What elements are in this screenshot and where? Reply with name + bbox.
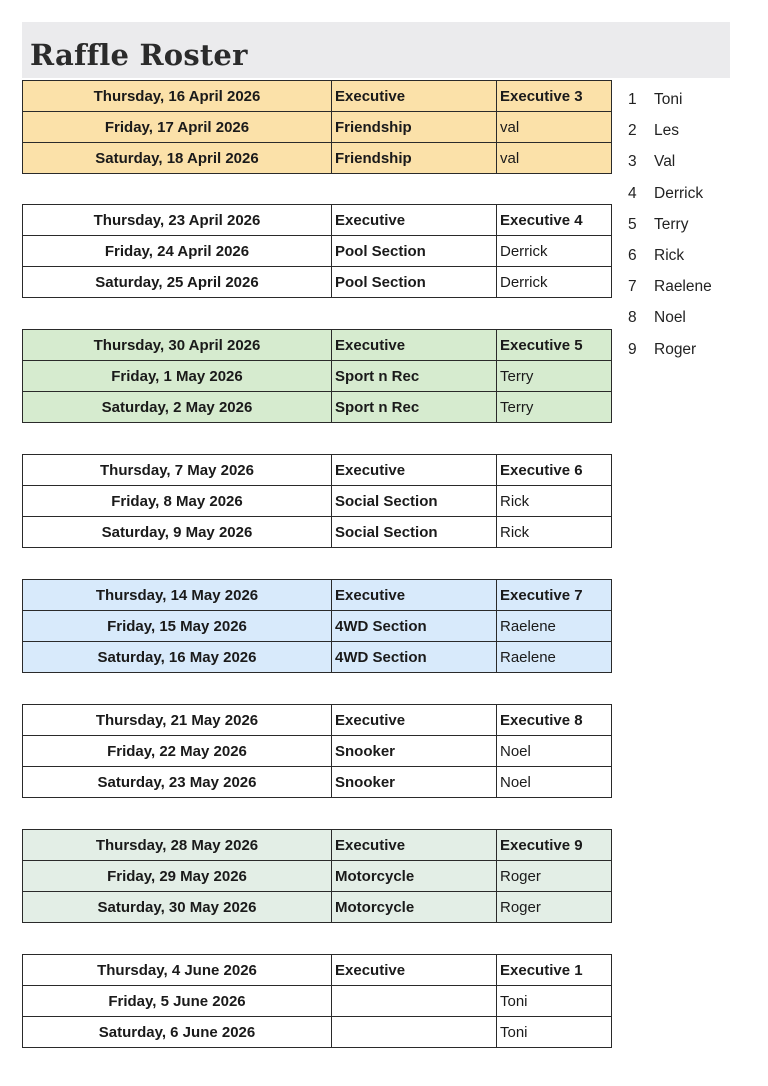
person-cell: Executive 5 — [497, 330, 612, 361]
roster-block — [22, 579, 612, 673]
executive-name: Noel — [654, 309, 686, 327]
list-item — [628, 271, 712, 302]
section-cell: Pool Section — [332, 267, 497, 298]
person-cell: Executive 8 — [497, 705, 612, 736]
section-cell: Friendship — [332, 112, 497, 143]
person-cell: Executive 3 — [497, 81, 612, 112]
person-cell: Executive 6 — [497, 455, 612, 486]
person-cell: Toni — [497, 986, 612, 1017]
executive-number: 7 — [628, 278, 637, 296]
person-cell: Terry — [497, 392, 612, 423]
list-item — [628, 84, 712, 115]
person-cell: Roger — [497, 892, 612, 923]
person-cell: Executive 9 — [497, 830, 612, 861]
table-row — [23, 205, 612, 236]
section-cell: Executive — [332, 205, 497, 236]
executive-name: Roger — [654, 340, 697, 358]
list-item — [628, 146, 712, 177]
roster-block — [22, 329, 612, 423]
executive-name: Raelene — [654, 278, 712, 296]
date-cell: Friday, 22 May 2026 — [23, 736, 332, 767]
date-cell: Saturday, 6 June 2026 — [23, 1017, 332, 1048]
section-cell: Social Section — [332, 517, 497, 548]
person-cell: Roger — [497, 861, 612, 892]
date-cell: Thursday, 28 May 2026 — [23, 830, 332, 861]
table-row — [23, 611, 612, 642]
executive-list — [628, 84, 712, 365]
table-row — [23, 892, 612, 923]
executive-name: Derrick — [654, 184, 704, 202]
table-row — [23, 517, 612, 548]
section-cell: 4WD Section — [332, 611, 497, 642]
person-cell: val — [497, 112, 612, 143]
section-cell: 4WD Section — [332, 642, 497, 673]
person-cell: Rick — [497, 486, 612, 517]
date-cell: Friday, 24 April 2026 — [23, 236, 332, 267]
section-cell: Motorcycle — [332, 861, 497, 892]
executive-number: 9 — [628, 340, 637, 358]
table-row — [23, 455, 612, 486]
table-row — [23, 580, 612, 611]
roster-block — [22, 454, 612, 548]
person-cell: val — [497, 143, 612, 174]
section-cell: Executive — [332, 455, 497, 486]
table-row — [23, 986, 612, 1017]
executive-name: Les — [654, 122, 679, 140]
date-cell: Thursday, 30 April 2026 — [23, 330, 332, 361]
section-cell: Executive — [332, 955, 497, 986]
section-cell: Friendship — [332, 143, 497, 174]
person-cell: Rick — [497, 517, 612, 548]
table-row — [23, 392, 612, 423]
executive-name: Toni — [654, 91, 683, 108]
person-cell: Executive 4 — [497, 205, 612, 236]
date-cell: Friday, 29 May 2026 — [23, 861, 332, 892]
date-cell: Saturday, 2 May 2026 — [23, 392, 332, 423]
table-row — [23, 81, 612, 112]
section-cell: Executive — [332, 580, 497, 611]
list-item — [628, 178, 712, 209]
table-row — [23, 361, 612, 392]
person-cell: Terry — [497, 361, 612, 392]
date-cell: Friday, 8 May 2026 — [23, 486, 332, 517]
section-cell: Executive — [332, 830, 497, 861]
date-cell: Friday, 1 May 2026 — [23, 361, 332, 392]
list-item — [628, 115, 712, 146]
date-cell: Thursday, 16 April 2026 — [23, 81, 332, 112]
section-cell: Pool Section — [332, 236, 497, 267]
executive-number: 2 — [628, 122, 637, 140]
list-item — [628, 209, 712, 240]
date-cell: Saturday, 25 April 2026 — [23, 267, 332, 298]
section-cell — [332, 986, 497, 1017]
person-cell: Executive 1 — [497, 955, 612, 986]
table-row — [23, 955, 612, 986]
executive-name: Val — [654, 153, 676, 171]
section-cell: Motorcycle — [332, 892, 497, 923]
executive-number: 5 — [628, 215, 637, 233]
section-cell — [332, 1017, 497, 1048]
table-row — [23, 705, 612, 736]
table-row — [23, 1017, 612, 1048]
executive-name: Rick — [654, 246, 685, 264]
person-cell: Raelene — [497, 642, 612, 673]
list-item — [628, 240, 712, 271]
date-cell: Thursday, 21 May 2026 — [23, 705, 332, 736]
table-row — [23, 830, 612, 861]
date-cell: Saturday, 16 May 2026 — [23, 642, 332, 673]
table-row — [23, 767, 612, 798]
roster-block — [22, 80, 612, 174]
date-cell: Thursday, 14 May 2026 — [23, 580, 332, 611]
table-row — [23, 330, 612, 361]
roster-block — [22, 954, 612, 1048]
section-cell: Executive — [332, 330, 497, 361]
section-cell: Executive — [332, 81, 497, 112]
table-row — [23, 267, 612, 298]
person-cell: Derrick — [497, 236, 612, 267]
page-title: Raffle Roster — [30, 38, 248, 72]
table-row — [23, 112, 612, 143]
person-cell: Executive 7 — [497, 580, 612, 611]
executive-number: 4 — [628, 184, 637, 202]
executive-number: 3 — [628, 153, 637, 171]
executive-name: Terry — [654, 215, 689, 233]
list-item — [628, 302, 712, 333]
executive-number: 6 — [628, 246, 637, 264]
section-cell: Sport n Rec — [332, 392, 497, 423]
person-cell: Raelene — [497, 611, 612, 642]
section-cell: Sport n Rec — [332, 361, 497, 392]
table-row — [23, 143, 612, 174]
table-row — [23, 736, 612, 767]
executive-number: 1 — [628, 91, 637, 108]
roster-block — [22, 704, 612, 798]
date-cell: Friday, 17 April 2026 — [23, 112, 332, 143]
section-cell: Snooker — [332, 767, 497, 798]
table-row — [23, 642, 612, 673]
section-cell: Executive — [332, 705, 497, 736]
list-item — [628, 334, 712, 365]
date-cell: Friday, 5 June 2026 — [23, 986, 332, 1017]
person-cell: Noel — [497, 767, 612, 798]
executive-number: 8 — [628, 309, 637, 327]
table-row — [23, 236, 612, 267]
table-row — [23, 486, 612, 517]
roster-block — [22, 204, 612, 298]
date-cell: Saturday, 30 May 2026 — [23, 892, 332, 923]
date-cell: Saturday, 18 April 2026 — [23, 143, 332, 174]
table-row — [23, 861, 612, 892]
person-cell: Derrick — [497, 267, 612, 298]
date-cell: Friday, 15 May 2026 — [23, 611, 332, 642]
section-cell: Snooker — [332, 736, 497, 767]
section-cell: Social Section — [332, 486, 497, 517]
date-cell: Thursday, 23 April 2026 — [23, 205, 332, 236]
date-cell: Saturday, 23 May 2026 — [23, 767, 332, 798]
roster-block — [22, 829, 612, 923]
date-cell: Thursday, 4 June 2026 — [23, 955, 332, 986]
date-cell: Thursday, 7 May 2026 — [23, 455, 332, 486]
person-cell: Toni — [497, 1017, 612, 1048]
person-cell: Noel — [497, 736, 612, 767]
date-cell: Saturday, 9 May 2026 — [23, 517, 332, 548]
